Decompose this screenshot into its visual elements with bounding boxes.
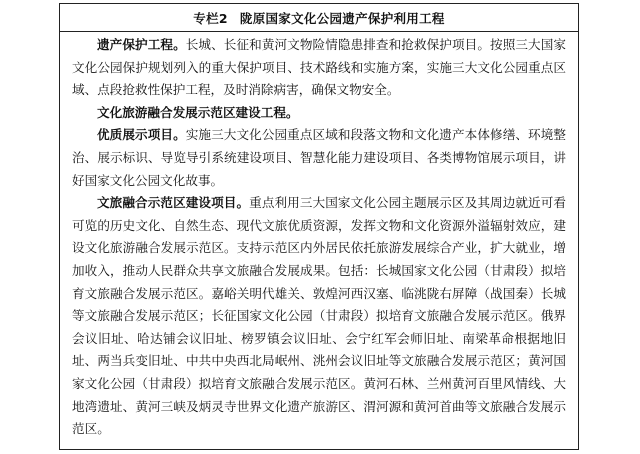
column-box	[59, 3, 579, 450]
box-label: 专栏2	[193, 10, 228, 26]
paragraph-text: 长城、长征和黄河文物险情隐患排查和抢救保护项目。按照三大国家文化公园保护规划列入的重大保护项目、技术路线和实施方案，实施三大文化公园重点区域、点段抢救性保护工程，及时消除病害，确保文物安全。	[72, 37, 567, 98]
box-title-row	[60, 4, 578, 32]
paragraph-heading: 遗产保护工程。	[97, 37, 186, 52]
paragraph-culture-tourism-project	[72, 102, 566, 125]
paragraph-text: 重点利用三大国家文化公园主题展示区及其周边就近可看可览的历史文化、自然生态、现代文旅优质资源，发挥文物和文化资源外溢辐射效应，建设文化旅游融合发展示范区。支持示范区内外居民依托旅游发展综合产业，扩大就业，增加收入，推动人民群众共享文旅融合发展成果。包括：长城国家文化公园（甘肃段）拟培育文旅融合发展示范区。嘉峪关明代雄关、敦煌河西汉塞、临洮陇右屏障（战国秦）长城等文旅融合发展示范区；长征国家文化公园（甘肃段）拟培育文旅融合发展示范区。俄界会议旧址、哈达铺会议旧址、榜罗镇会议旧址、会宁红军会师旧址、南梁革命根据地旧址、两当兵变旧址、中共中央西北局岷州、洮州会议旧址等文旅融合发展示范区；黄河国家文化公园（甘肃段）拟培育文旅融合发展示范区。黄河石林、兰州黄河百里风情线、大地湾遗址、黄河三峡及炳灵寺世界文化遗产旅游区、渭河源和黄河首曲等文旅融合发展示范区。	[72, 195, 567, 437]
box-title: 陇原国家文化公园遗产保护利用工程	[239, 10, 445, 26]
paragraph-text: 实施三大文化公园重点区域和段落文物和文化遗产本体修缮、环境整治、展示标识、导览导引系统建设项目、智慧化能力建设项目、各类博物馆展示项目，讲好国家文化公园文化故事。	[72, 127, 567, 188]
paragraph-heading: 文旅融合示范区建设项目。	[97, 195, 250, 211]
paragraph-demo-zone	[72, 192, 566, 441]
box-content	[60, 32, 578, 441]
paragraph-heritage-protection	[72, 34, 566, 102]
paragraph-heading: 优质展示项目。	[97, 127, 186, 143]
paragraph-quality-display	[72, 124, 566, 192]
paragraph-heading: 文化旅游融合发展示范区建设工程。	[97, 104, 299, 120]
